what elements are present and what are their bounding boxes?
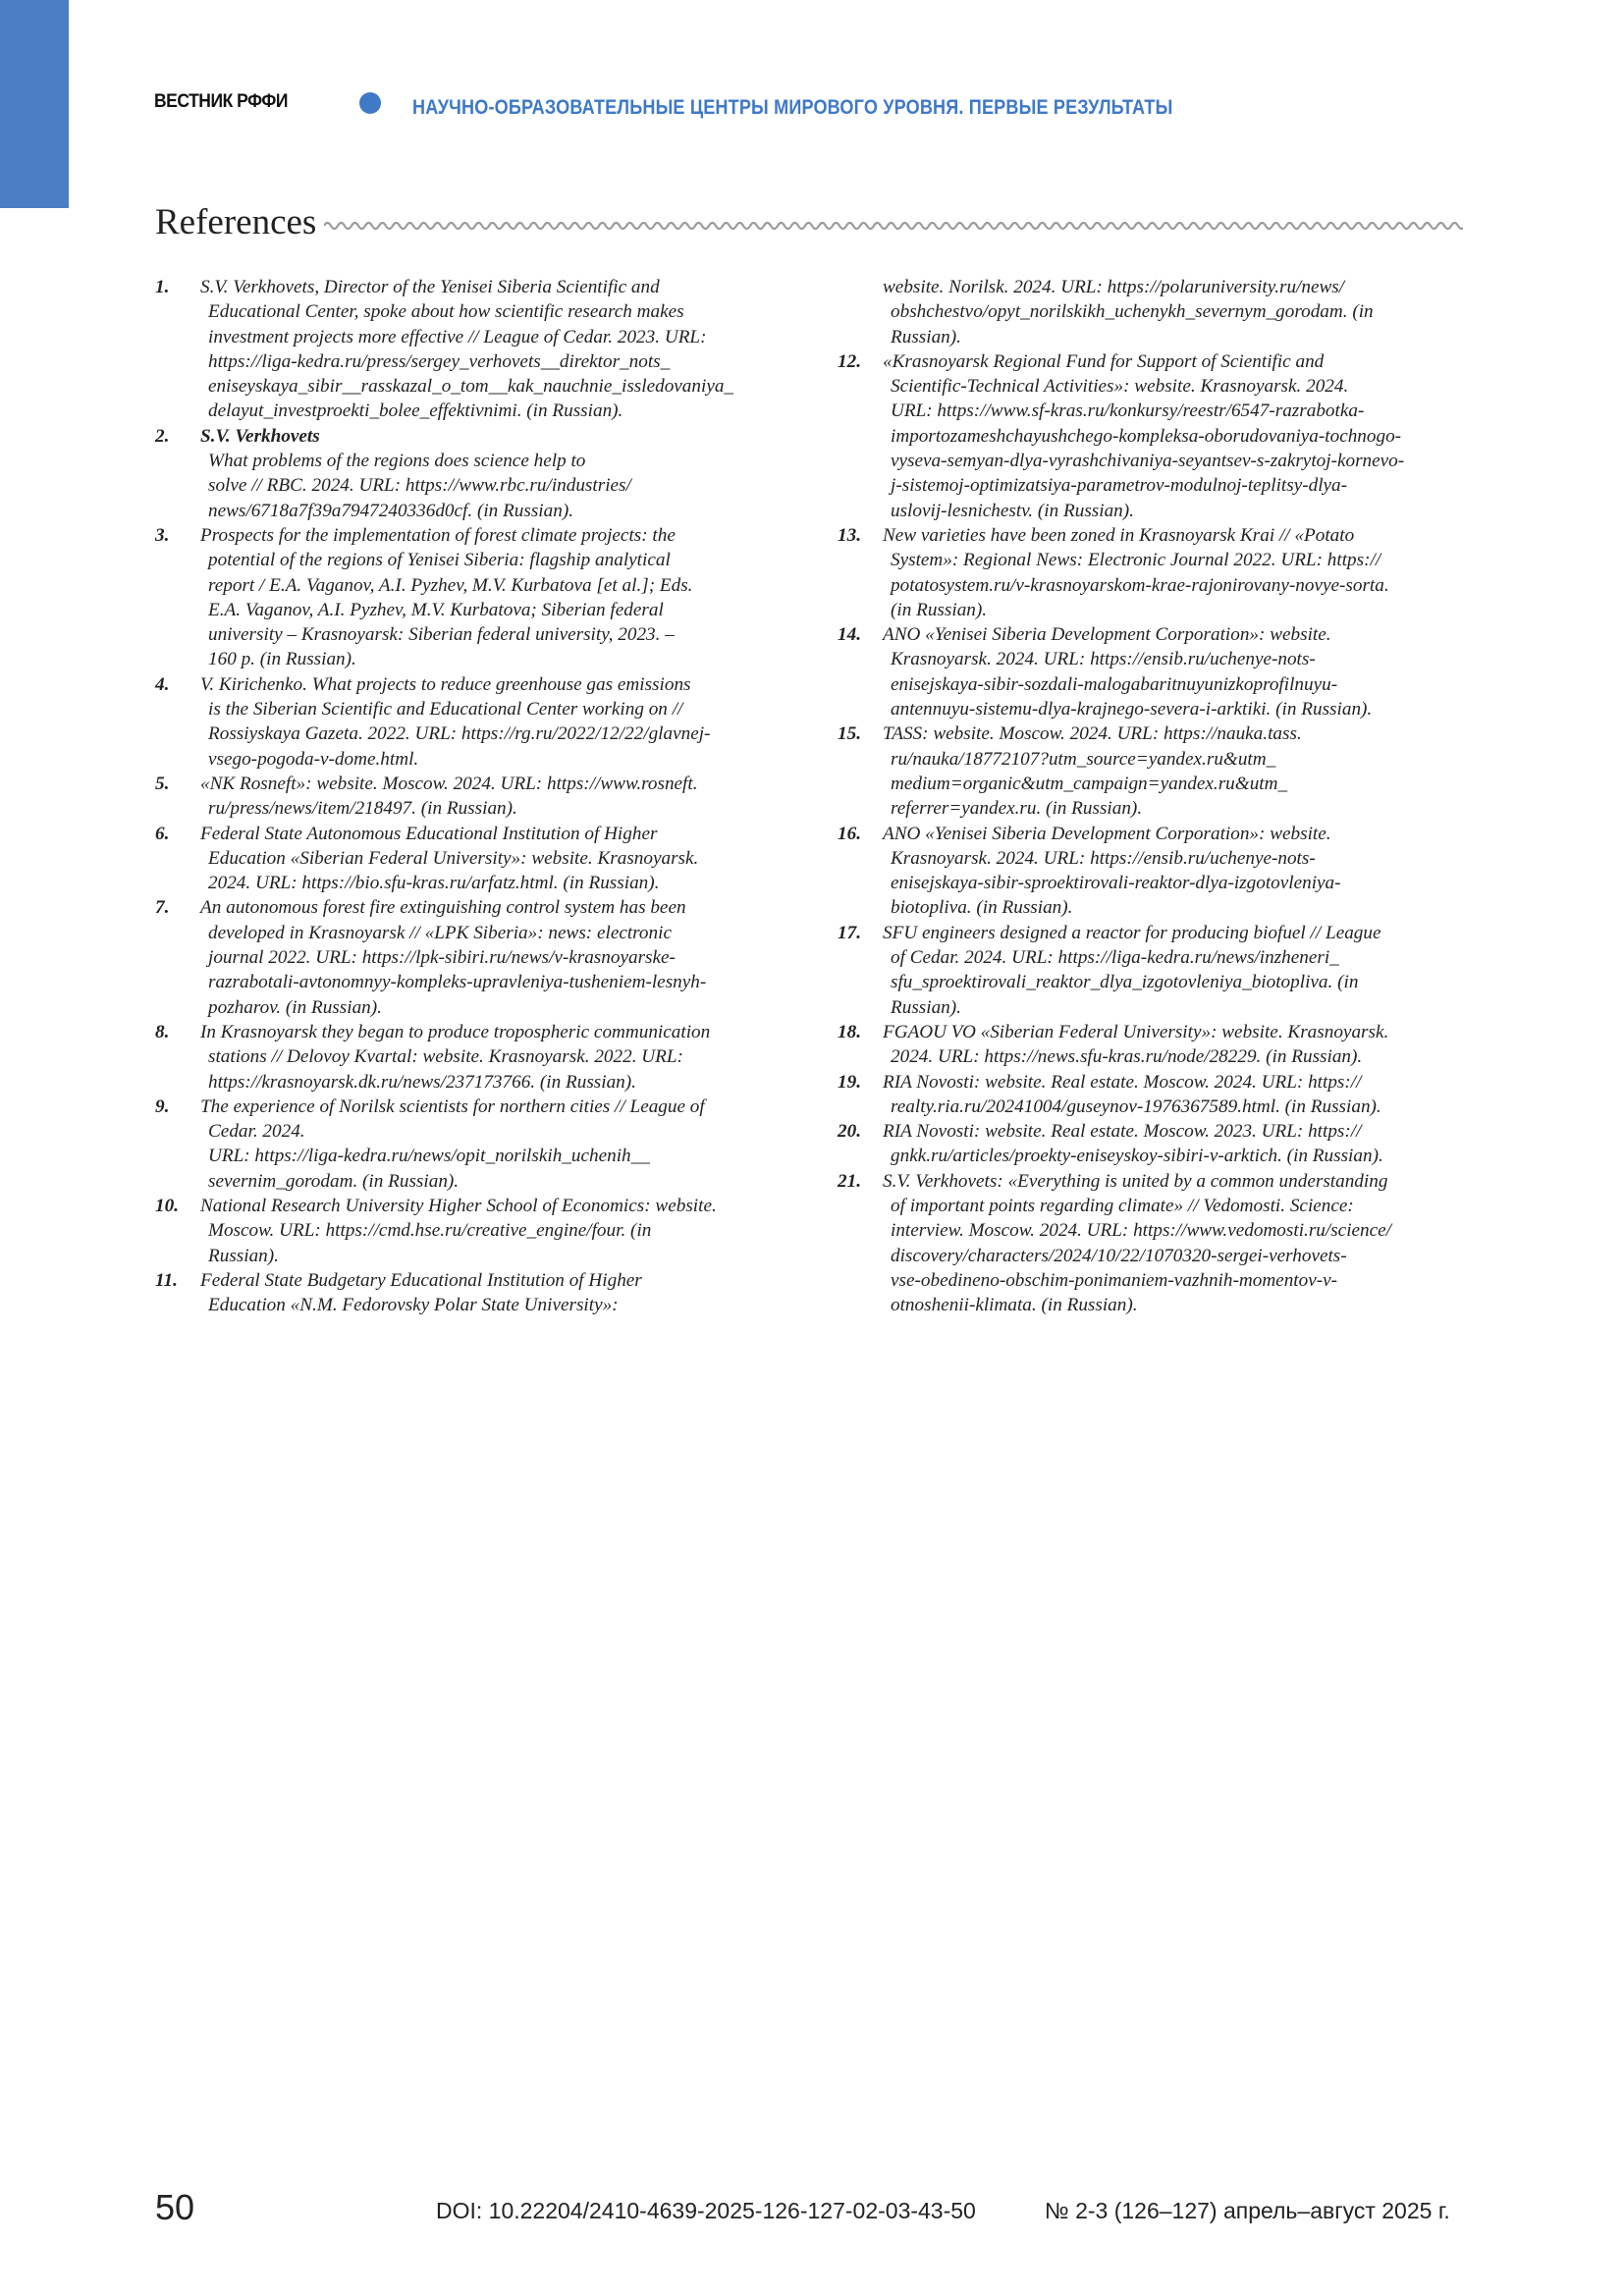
reference-line: solve // RBC. 2024. URL: https://www.rbc.ru/industries/	[208, 475, 631, 497]
reference-number: 20.	[838, 1121, 861, 1143]
doi-text: DOI: 10.22204/2410-4639-2025-126-127-02-03-43-50	[436, 2198, 976, 2223]
reference-line: antennuyu-sistemu-dlya-krajnego-severa-i-arktiki. (in Russian).	[891, 699, 1373, 721]
reference-number: 19.	[838, 1071, 861, 1093]
reference-line: Moscow. URL: https://cmd.hse.ru/creative_engine/four. (in	[208, 1220, 652, 1242]
reference-item	[155, 523, 788, 672]
references-heading: References	[155, 202, 317, 242]
reference-item	[155, 275, 788, 424]
reference-line: Russian).	[891, 996, 961, 1018]
reference-line: Education «Siberian Federal University»: website. Krasnoyarsk.	[208, 847, 699, 869]
reference-line: TASS: website. Moscow. 2024. URL: https://nauka.tass.	[883, 723, 1302, 745]
reference-line: V. Kirichenko. What projects to reduce greenhouse gas emissions	[200, 673, 691, 695]
reference-line: Rossiyskaya Gazeta. 2022. URL: https://rg.ru/2022/12/22/glavnej-	[208, 723, 711, 745]
reference-line: Federal State Budgetary Educational Institution of Higher	[200, 1269, 642, 1291]
reference-line: razrabotali-avtonomnyy-kompleks-upravleniya-tusheniem-lesnyh-	[208, 972, 707, 993]
reference-item	[838, 921, 1478, 1020]
reference-line: S.V. Verkhovets: «Everything is united by a common understanding	[883, 1170, 1388, 1192]
reference-line: developed in Krasnoyarsk // «LPK Siberia»: news: electronic	[208, 922, 672, 943]
reference-item	[155, 1268, 788, 1318]
reference-line: enisejskaya-sibir-sozdali-malogabaritnuyunizkoprofilnuyu-	[891, 673, 1338, 695]
issue-info: № 2-3 (126–127) апрель–август 2025 г.	[1045, 2198, 1450, 2223]
reference-item	[155, 1095, 788, 1194]
reference-line: importozameshchayushchego-kompleksa-oborudovaniya-tochnogo-	[891, 425, 1402, 447]
reference-number: 12.	[838, 350, 861, 372]
reference-line: «NK Rosneft»: website. Moscow. 2024. URL: https://www.rosneft.	[200, 773, 698, 794]
reference-line: 2024. URL: https://bio.sfu-kras.ru/arfatz.html. (in Russian).	[208, 873, 660, 894]
reference-line: In Krasnoyarsk they began to produce tropospheric communication	[200, 1021, 711, 1042]
reference-line: eniseyskaya_sibir__rasskazal_o_tom__kak_nauchnie_issledovaniya_	[208, 376, 734, 398]
side-color-tab	[0, 0, 69, 208]
reference-number: 15.	[838, 723, 861, 745]
reference-line: referrer=yandex.ru. (in Russian).	[891, 798, 1143, 820]
reference-line: URL: https://www.sf-kras.ru/konkursy/reestr/6547-razrabotka-	[891, 400, 1365, 422]
reference-line: Russian).	[208, 1245, 279, 1266]
reference-line: What problems of the regions does science help to	[208, 451, 586, 472]
reference-item	[155, 895, 788, 1019]
reference-item	[155, 822, 788, 896]
reference-line: RIA Novosti: website. Real estate. Moscow. 2024. URL: https://	[883, 1071, 1362, 1093]
reference-line: investment projects more effective // League of Cedar. 2023. URL:	[208, 326, 707, 347]
reference-line: report / E.A. Vaganov, A.I. Pyzhev, M.V. Kurbatova [et al.]; Eds.	[208, 574, 693, 596]
reference-line: «Krasnoyarsk Regional Fund for Support of Scientific and	[883, 350, 1325, 372]
reference-number: 14.	[838, 624, 861, 646]
reference-line: discovery/characters/2024/10/22/1070320-sergei-verhovets-	[891, 1245, 1347, 1266]
reference-line: FGAOU VO «Siberian Federal University»: website. Krasnoyarsk.	[883, 1021, 1389, 1042]
reference-line: (in Russian).	[891, 599, 988, 620]
reference-line: enisejskaya-sibir-sproektirovali-reaktor-dlya-izgotovleniya-	[891, 873, 1341, 894]
reference-number: 5.	[155, 773, 170, 794]
reference-line: E.A. Vaganov, A.I. Pyzhev, M.V. Kurbatova; Siberian federal	[208, 599, 664, 620]
reference-item	[155, 424, 788, 523]
section-title: НАУЧНО-ОБРАЗОВАТЕЛЬНЫЕ ЦЕНТРЫ МИРОВОГО УРОВНЯ. ПЕРВЫЕ РЕЗУЛЬТАТЫ	[412, 96, 1173, 119]
reference-line: is the Siberian Scientific and Educational Center working on //	[208, 699, 683, 721]
reference-line: System»: Regional News: Electronic Journal 2022. URL: https://	[891, 550, 1381, 571]
reference-item	[838, 523, 1478, 622]
reference-line: ANO «Yenisei Siberia Development Corporation»: website.	[883, 624, 1331, 646]
reference-line: biotopliva. (in Russian).	[891, 897, 1073, 919]
reference-line: realty.ria.ru/20241004/guseynov-1976367589.html. (in Russian).	[891, 1095, 1381, 1117]
reference-line: Scientific-Technical Activities»: website. Krasnoyarsk. 2024.	[891, 376, 1349, 398]
reference-line: gnkk.ru/articles/proekty-eniseyskoy-sibiri-v-arktich. (in Russian).	[891, 1146, 1383, 1167]
reference-line: of Cedar. 2024. URL: https://liga-kedra.ru/news/inzheneri_	[891, 947, 1339, 969]
reference-line: https://liga-kedra.ru/press/sergey_verhovets__direktor_nots_	[208, 350, 671, 372]
reference-line: vyseva-semyan-dlya-vyrashchivaniya-seyantsev-s-zakrytoj-kornevo-	[891, 451, 1405, 472]
reference-line: obshchestvo/opyt_norilskikh_uchenykh_severnym_gorodam. (in	[891, 301, 1374, 323]
reference-number: 2.	[155, 425, 170, 447]
reference-number: 17.	[838, 922, 861, 943]
reference-item	[838, 275, 1478, 349]
reference-line: of important points regarding climate» // Vedomosti. Science:	[891, 1195, 1354, 1216]
reference-line: Prospects for the implementation of forest climate projects: the	[200, 524, 676, 546]
reference-number: 13.	[838, 524, 861, 546]
reference-item	[838, 1070, 1478, 1120]
reference-line: Education «N.M. Fedorovsky Polar State University»:	[208, 1295, 619, 1316]
reference-line: Krasnoyarsk. 2024. URL: https://ensib.ru/uchenye-nots-	[891, 649, 1316, 670]
reference-line: S.V. Verkhovets, Director of the Yenisei Siberia Scientific and	[200, 277, 660, 297]
reference-number: 18.	[838, 1021, 861, 1042]
reference-line: vse-obedineno-obschim-ponimaniem-vazhnih-momentov-v-	[891, 1269, 1338, 1291]
reference-line: ru/press/news/item/218497. (in Russian).	[208, 798, 517, 820]
reference-line: interview. Moscow. 2024. URL: https://www.vedomosti.ru/science/	[891, 1220, 1392, 1242]
reference-line: sfu_sproektirovali_reaktor_dlya_izgotovleniya_biotopliva. (in	[891, 972, 1359, 993]
reference-item	[838, 1169, 1478, 1318]
references-column-right	[838, 275, 1478, 1317]
reference-line: The experience of Norilsk scientists for northern cities // League of	[200, 1095, 705, 1117]
reference-line: delayut_investproekti_bolee_effektivnimi. (in Russian).	[208, 400, 623, 422]
reference-line: severnim_gorodam. (in Russian).	[208, 1170, 460, 1192]
reference-line: Educational Center, spoke about how scientific research makes	[208, 301, 684, 323]
reference-line: An autonomous forest fire extinguishing control system has been	[200, 897, 686, 919]
reference-number: 11.	[155, 1269, 178, 1291]
reference-line: university – Krasnoyarsk: Siberian federal university, 2023. –	[208, 624, 675, 646]
reference-number: 16.	[838, 823, 861, 844]
reference-line: New varieties have been zoned in Krasnoyarsk Krai // «Potato	[883, 524, 1355, 546]
wave-divider	[324, 218, 1463, 234]
reference-line: potential of the regions of Yenisei Siberia: flagship analytical	[208, 550, 671, 571]
reference-line: 2024. URL: https://news.sfu-kras.ru/node/28229. (in Russian).	[891, 1046, 1363, 1068]
reference-item	[155, 672, 788, 772]
reference-line: SFU engineers designed a reactor for producing biofuel // League	[883, 922, 1381, 943]
reference-line: medium=organic&utm_campaign=yandex.ru&utm_	[891, 773, 1288, 794]
reference-line: Krasnoyarsk. 2024. URL: https://ensib.ru/uchenye-nots-	[891, 847, 1316, 869]
reference-number: 7.	[155, 897, 170, 919]
reference-line: Federal State Autonomous Educational Institution of Higher	[200, 823, 658, 844]
reference-line: pozharov. (in Russian).	[208, 996, 382, 1018]
reference-line: ru/nauka/18772107?utm_source=yandex.ru&utm_	[891, 748, 1276, 770]
reference-line: S.V. Verkhovets	[200, 425, 320, 447]
reference-item	[155, 1020, 788, 1095]
reference-line: vsego-pogoda-v-dome.html.	[208, 748, 419, 770]
reference-number: 8.	[155, 1021, 170, 1042]
reference-number: 3.	[155, 524, 170, 546]
reference-item	[838, 721, 1478, 821]
header-bullet-dot	[359, 92, 381, 114]
reference-line: website. Norilsk. 2024. URL: https://polaruniversity.ru/news/	[883, 277, 1345, 297]
journal-name: ВЕСТНИК РФФИ	[154, 91, 288, 112]
reference-item	[838, 1119, 1478, 1169]
reference-item	[838, 822, 1478, 921]
reference-line: otnoshenii-klimata. (in Russian).	[891, 1295, 1138, 1316]
reference-line: RIA Novosti: website. Real estate. Moscow. 2023. URL: https://	[883, 1121, 1362, 1143]
reference-item	[155, 772, 788, 822]
reference-line: journal 2022. URL: https://lpk-sibiri.ru/news/v-krasnoyarske-	[208, 947, 676, 969]
references-column-left	[155, 275, 788, 1317]
reference-line: uslovij-lesnichestv. (in Russian).	[891, 500, 1134, 521]
reference-line: stations // Delovoy Kvartal: website. Krasnoyarsk. 2022. URL:	[208, 1046, 683, 1068]
reference-item	[838, 349, 1478, 523]
reference-line: Russian).	[891, 326, 961, 347]
reference-line: ANO «Yenisei Siberia Development Corporation»: website.	[883, 823, 1331, 844]
reference-line: Cedar. 2024.	[208, 1121, 305, 1143]
reference-item	[838, 1020, 1478, 1070]
reference-line: potatosystem.ru/v-krasnoyarskom-krae-rajonirovany-novye-sorta.	[891, 574, 1389, 596]
reference-number: 21.	[838, 1170, 861, 1192]
reference-number: 10.	[155, 1195, 179, 1216]
reference-line: 160 p. (in Russian).	[208, 649, 356, 670]
reference-line: news/6718a7f39a7947240336d0cf. (in Russian).	[208, 500, 574, 521]
reference-line: j-sistemoj-optimizatsiya-parametrov-modulnoj-teplitsy-dlya-	[891, 475, 1348, 497]
reference-item	[838, 622, 1478, 721]
reference-number: 9.	[155, 1095, 170, 1117]
reference-line: https://krasnoyarsk.dk.ru/news/237173766. (in Russian).	[208, 1071, 636, 1093]
reference-line: National Research University Higher School of Economics: website.	[200, 1195, 717, 1216]
reference-number: 6.	[155, 823, 170, 844]
reference-item	[155, 1194, 788, 1268]
page-number: 50	[155, 2187, 195, 2227]
reference-number: 4.	[155, 673, 170, 695]
reference-line: URL: https://liga-kedra.ru/news/opit_norilskih_uchenih__	[208, 1146, 650, 1167]
reference-number: 1.	[155, 277, 170, 297]
